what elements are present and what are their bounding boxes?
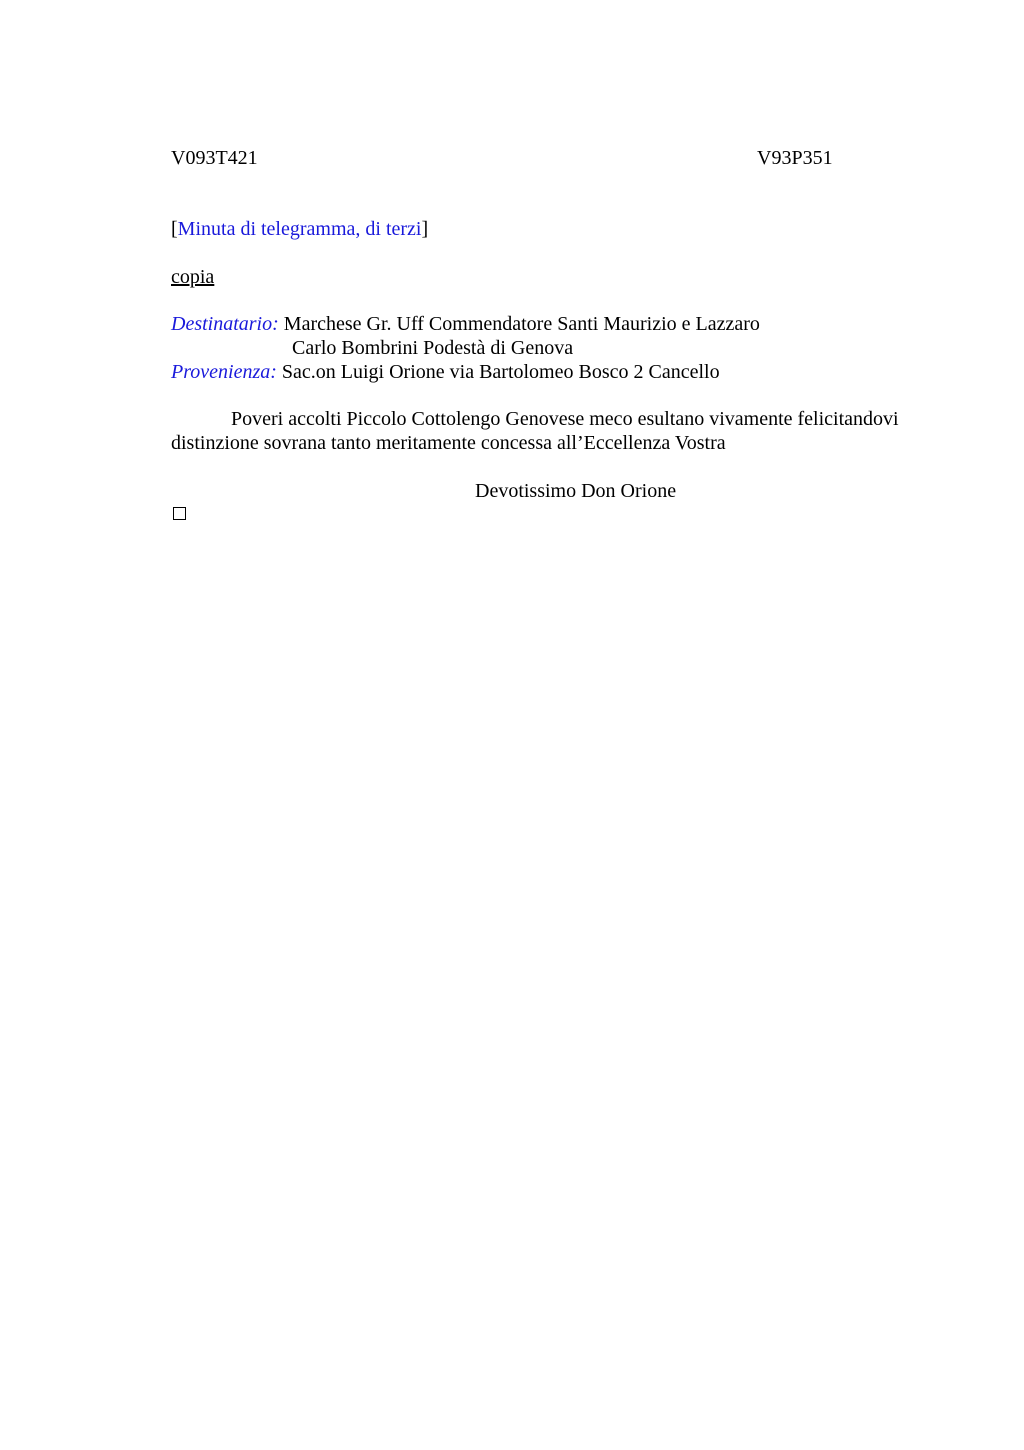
document-type-heading bbox=[171, 217, 428, 241]
close-bracket: ] bbox=[421, 218, 429, 240]
empty-square-icon bbox=[173, 507, 186, 520]
body-text-line1: Poveri accolti Piccolo Cottolengo Genovese meco esultano vivamente felicitandovi bbox=[231, 408, 899, 430]
recipient-line bbox=[171, 312, 760, 336]
recipient-value-line2: Carlo Bombrini Podestà di Genova bbox=[292, 337, 574, 359]
signature: Devotissimo Don Orione bbox=[475, 480, 677, 502]
origin-line bbox=[171, 360, 720, 384]
open-bracket: [ bbox=[171, 218, 178, 240]
origin-value: Sac.on Luigi Orione via Bartolomeo Bosco 2 Cancello bbox=[281, 361, 720, 383]
document-code-left: V093T421 bbox=[171, 147, 258, 169]
recipient-label: Destinatario: bbox=[171, 313, 279, 335]
origin-label: Provenienza: bbox=[171, 361, 277, 383]
body-text-line2: distinzione sovrana tanto meritamente concessa all’Eccellenza Vostra bbox=[171, 432, 726, 454]
document-code-right: V93P351 bbox=[757, 147, 833, 169]
recipient-value-line1: Marchese Gr. Uff Commendatore Santi Maurizio e Lazzaro bbox=[283, 313, 760, 335]
copia-label: copia bbox=[171, 266, 215, 288]
document-type-label: Minuta di telegramma, di terzi bbox=[177, 218, 422, 240]
